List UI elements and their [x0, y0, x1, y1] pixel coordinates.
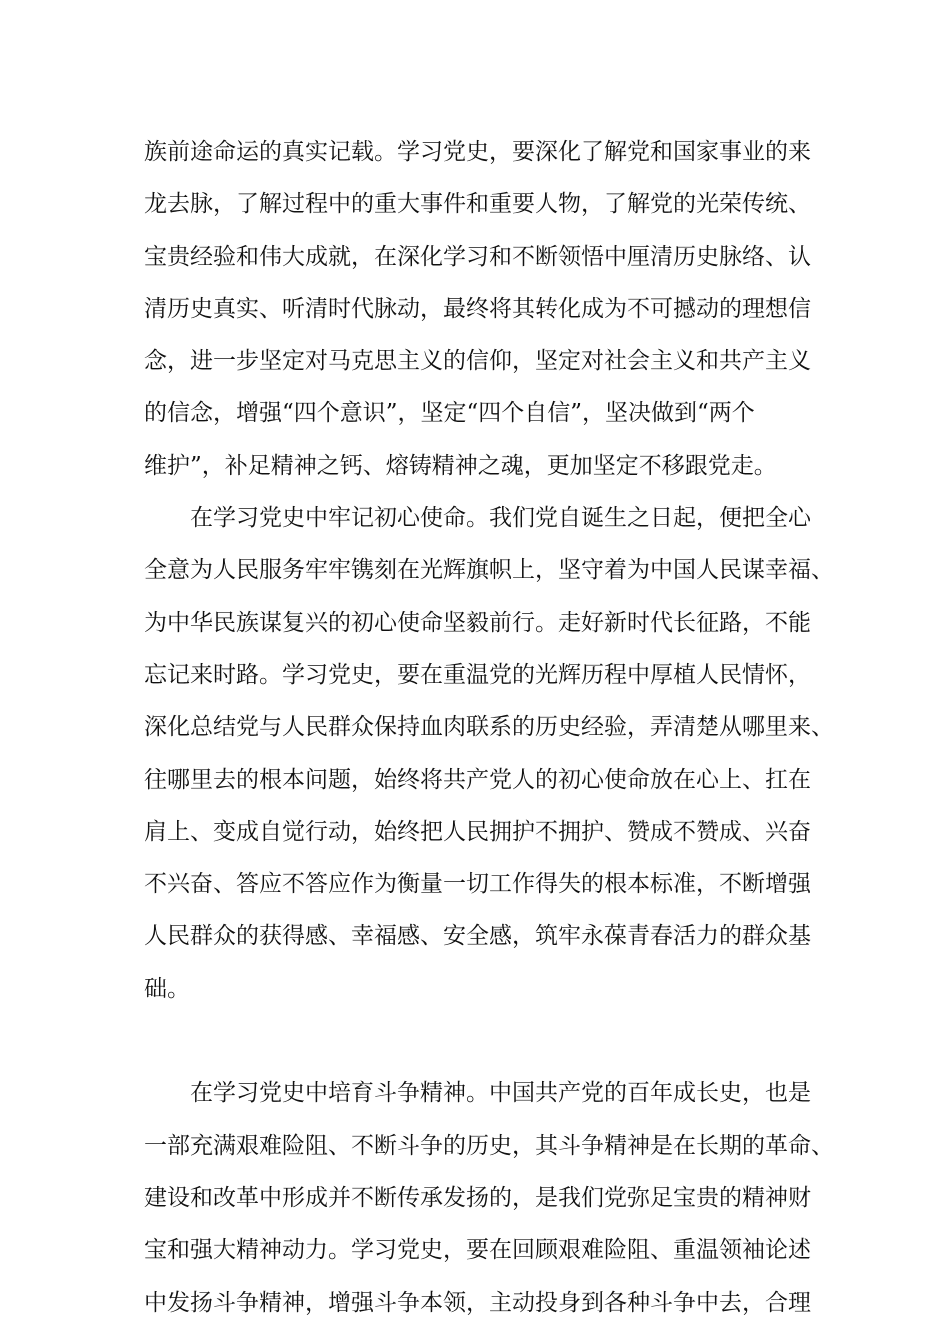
text-line: 往哪里去的根本问题，始终将共产党人的初心使命放在心上、扛在	[144, 766, 811, 793]
text-line: 龙去脉，了解过程中的重大事件和重要人物，了解党的光荣传统、	[144, 191, 811, 218]
text-line: 础。	[144, 975, 190, 1002]
text-line: 宝贵经验和伟大成就，在深化学习和不断领悟中厘清历史脉络、认	[144, 243, 811, 270]
text-line: 宝和强大精神动力。学习党史，要在回顾艰难险阻、重温领袖论述	[144, 1237, 811, 1264]
text-line: 建设和改革中形成并不断传承发扬的，是我们党弥足宝贵的精神财	[144, 1184, 811, 1211]
text-line: 为中华民族谋复兴的初心使命坚毅前行。走好新时代长征路，不能	[144, 609, 811, 636]
text-line: 全意为人民服务牢牢镌刻在光辉旗帜上，坚守着为中国人民谋幸福、	[144, 557, 834, 584]
text-line: 肩上、变成自觉行动，始终把人民拥护不拥护、赞成不赞成、兴奋	[144, 818, 811, 845]
text-line: 人民群众的获得感、幸福感、安全感，筑牢永葆青春活力的群众基	[144, 923, 811, 950]
text-line: 维护”，补足精神之钙、熔铸精神之魂，更加坚定不移跟党走。	[144, 452, 777, 479]
text-line: 族前途命运的真实记载。学习党史，要深化了解党和国家事业的来	[144, 139, 811, 165]
text-line: 念，进一步坚定对马克思主义的信仰，坚定对社会主义和共产主义	[144, 348, 811, 375]
text-line: 不兴奋、答应不答应作为衡量一切工作得失的根本标准，不断增强	[144, 871, 811, 898]
text-line: 中发扬斗争精神，增强斗争本领，主动投身到各种斗争中去，合理	[144, 1289, 811, 1316]
text-line: 深化总结党与人民群众保持血肉联系的历史经验，弄清楚从哪里来、	[144, 714, 834, 741]
text-line: 一部充满艰难险阻、不断斗争的历史，其斗争精神是在长期的革命、	[144, 1132, 834, 1159]
text-line	[144, 1015, 814, 1067]
text-line: 忘记来时路。学习党史，要在重温党的光辉历程中厚植人民情怀，	[144, 661, 811, 688]
paragraph-first-line: 在学习党史中培育斗争精神。中国共产党的百年成长史，也是	[190, 1080, 811, 1107]
paragraph-first-line: 在学习党史中牢记初心使命。我们党自诞生之日起，便把全心	[190, 505, 811, 532]
body-text	[144, 126, 834, 1329]
text-line: 清历史真实、听清时代脉动，最终将其转化成为不可撼动的理想信	[144, 295, 811, 322]
text-line: 的信念，增强“四个意识”，坚定“四个自信”，坚决做到“两个	[144, 400, 755, 427]
